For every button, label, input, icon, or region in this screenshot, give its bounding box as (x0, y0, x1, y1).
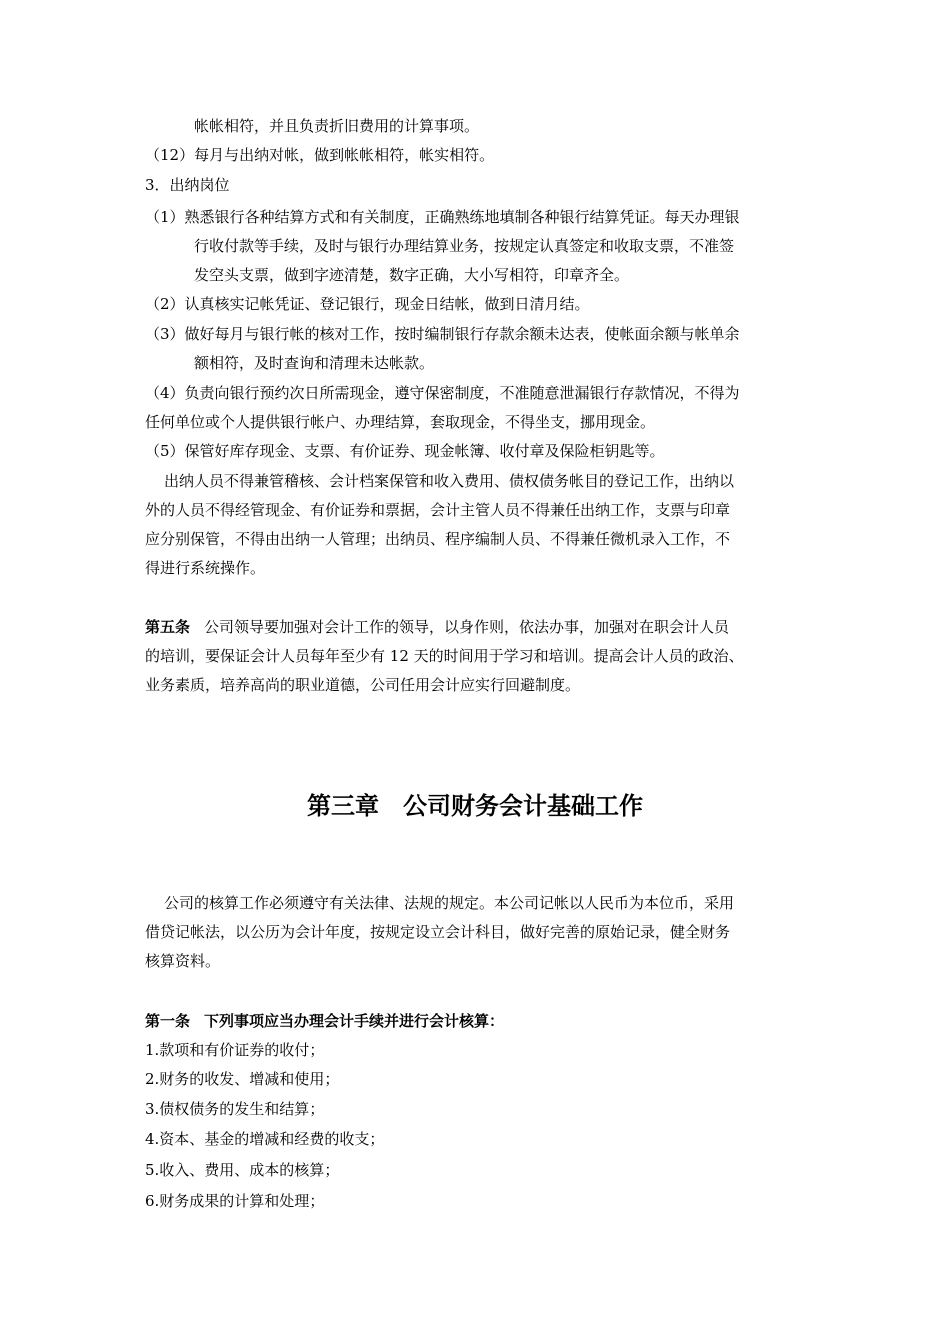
article-text: 公司领导要加强对会计工作的领导，以身作则，依法办事，加强对在职会计人员 (204, 618, 730, 636)
section-heading: 3．出纳岗位 (145, 176, 230, 194)
text-line: 的培训，要保证会计人员每年至少有 12 天的时间用于学习和培训。提高会计人员的政治、 (145, 647, 744, 665)
article-text: 下列事项应当办理会计手续并进行会计核算： (204, 1012, 505, 1030)
text-line: （12）每月与出纳对帐，做到帐帐相符，帐实相符。 (145, 146, 495, 164)
text-line: （2）认真核实记帐凭证、登记银行，现金日结帐，做到日清月结。 (145, 295, 590, 313)
text-line: 出纳人员不得兼管稽核、会计档案保管和收入费用、债权债务帐目的登记工作，出纳以 (164, 472, 735, 490)
article-one-line (145, 1011, 810, 1031)
list-item: 1.款项和有价证券的收付； (145, 1041, 325, 1059)
list-item: 3.债权债务的发生和结算； (145, 1100, 325, 1118)
list-item: 2.财务的收发、增减和使用； (145, 1070, 340, 1088)
text-line: 借贷记帐法，以公历为会计年度，按规定设立会计科目，做好完善的原始记录，健全财务 (145, 923, 731, 941)
text-line: （5）保管好库存现金、支票、有价证券、现金帐簿、收付章及保险柜钥匙等。 (145, 442, 665, 460)
text-line: （1）熟悉银行各种结算方式和有关制度，正确熟练地填制各种银行结算凭证。每天办理银 (145, 208, 740, 226)
text-line: 业务素质，培养高尚的职业道德，公司任用会计应实行回避制度。 (145, 676, 581, 694)
text-line: 得进行系统操作。 (145, 559, 266, 577)
article-label: 第五条 (145, 618, 191, 636)
text-line: （3）做好每月与银行帐的核对工作，按时编制银行存款余额未达表，使帐面余额与帐单余 (145, 325, 740, 343)
text-line: 外的人员不得经管现金、有价证券和票据，会计主管人员不得兼任出纳工作，支票与印章 (145, 501, 731, 519)
chapter-name: 公司财务会计基础工作 (403, 791, 643, 820)
text-line: 任何单位或个人提供银行帐户、办理结算，套取现金，不得坐支，挪用现金。 (145, 413, 656, 431)
list-item: 5.收入、费用、成本的核算； (145, 1161, 340, 1179)
text-line: 核算资料。 (145, 952, 221, 970)
article-five-line (145, 617, 810, 637)
text-line: 额相符，及时查询和清理未达帐款。 (194, 354, 435, 372)
text-line: 发空头支票，做到字迹清楚，数字正确，大小写相符，印章齐全。 (194, 266, 630, 284)
article-label: 第一条 (145, 1012, 191, 1030)
text-line: 公司的核算工作必须遵守有关法律、法规的规定。本公司记帐以人民币为本位币，采用 (164, 894, 735, 912)
list-item: 4.资本、基金的增减和经费的收支； (145, 1130, 385, 1148)
text-line: （4）负责向银行预约次日所需现金，遵守保密制度，不准随意泄漏银行存款情况，不得为 (145, 384, 740, 402)
chapter-number: 第三章 (307, 791, 379, 820)
text-line: 应分别保管，不得由出纳一人管理；出纳员、程序编制人员、不得兼任微机录入工作，不 (145, 530, 731, 548)
text-line: 帐帐相符，并且负责折旧费用的计算事项。 (194, 117, 480, 135)
chapter-title (0, 790, 950, 822)
list-item: 6.财务成果的计算和处理； (145, 1192, 325, 1210)
text-line: 行收付款等手续，及时与银行办理结算业务，按规定认真签定和收取支票，不准签 (194, 237, 735, 255)
